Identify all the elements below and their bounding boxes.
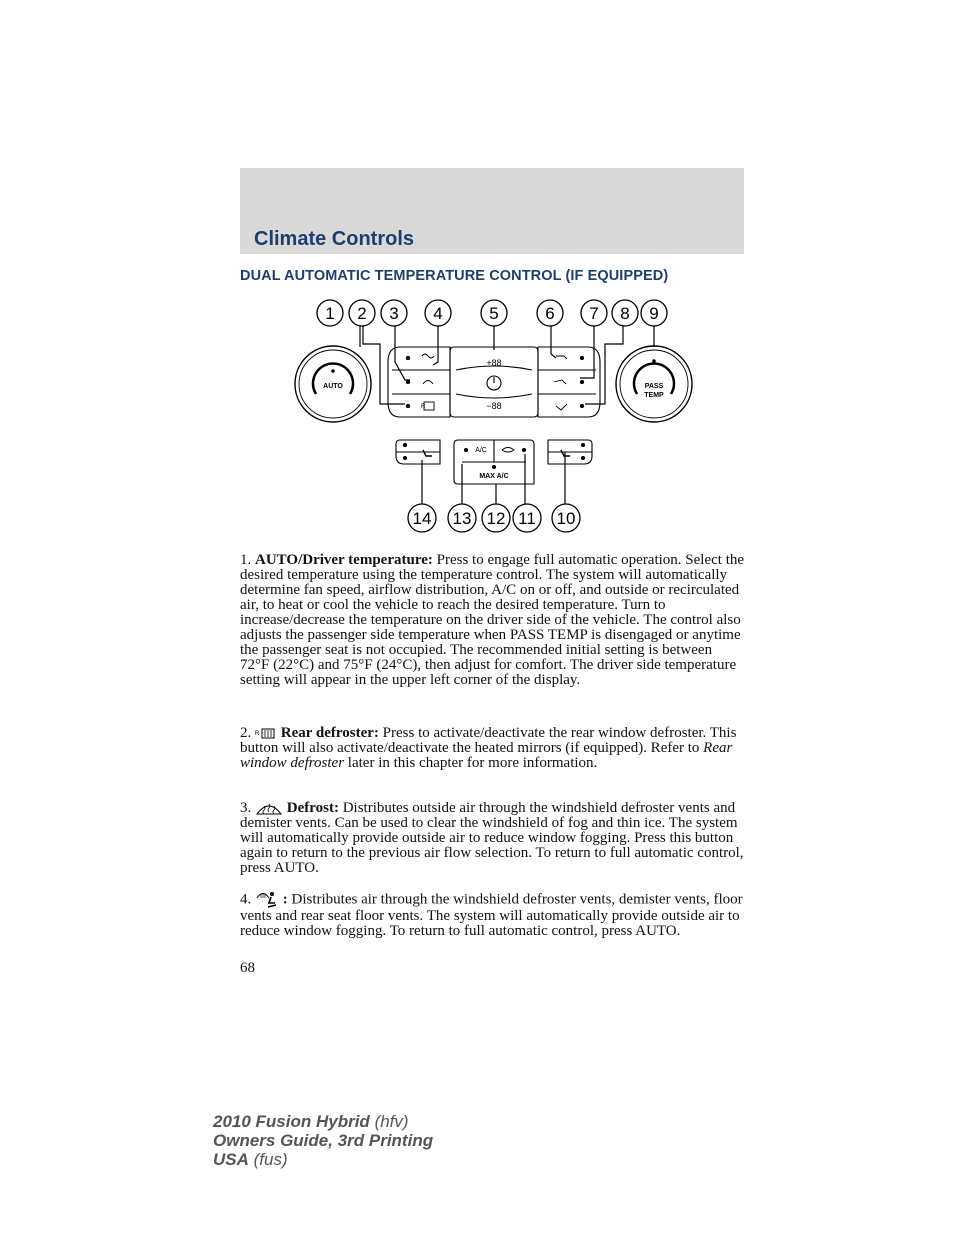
callouts-bottom xyxy=(408,504,580,532)
callout-label: 12 xyxy=(486,509,506,528)
cross-reference: Rear window defroster xyxy=(240,740,733,771)
ac-label: A/C xyxy=(475,447,487,454)
auto-label: AUTO xyxy=(323,383,343,390)
item-3 xyxy=(240,801,745,876)
item-2 xyxy=(240,726,745,771)
callout-label: 1 xyxy=(325,304,335,323)
item-4 xyxy=(240,891,745,939)
item-term: : xyxy=(282,891,288,908)
center-fan-stack xyxy=(450,347,538,417)
callout-label: 4 xyxy=(433,304,443,323)
page-number: 68 xyxy=(240,960,255,976)
driver-heated-seat-button xyxy=(396,440,440,464)
callout-label: 7 xyxy=(589,304,599,323)
section-title: Climate Controls xyxy=(254,228,415,250)
auto-knob xyxy=(295,346,371,422)
item-text: Press to engage full automatic operation. Select the desired temperature using the temperature control. The system will automatically determine fan speed, airflow distribution, A/C on or off, and outside or recirculated air, to heat or cool the vehicle to reach the desired temperature. Turn to increase/decrease the temperature on the driver side of the vehicle. The control also adjusts the passenger side temperature when PASS TEMP is disengaged or anytime the passenger seat is not occupied. The recommended initial setting is between 72°F (22°C) and 75°F (24°C), then adjust for comfort. The driver side temperature setting will appear in the upper left corner of the display. xyxy=(240,552,745,688)
max-ac-label: MAX A/C xyxy=(479,473,509,480)
callout-label: 5 xyxy=(489,304,499,323)
climate-control-diagram xyxy=(240,292,744,542)
item-term: Rear defroster: xyxy=(280,725,379,741)
temp-label: TEMP xyxy=(644,392,664,399)
callout-label: 2 xyxy=(357,304,367,323)
rear-defrost-letter: R xyxy=(421,404,426,410)
subheading: DUAL AUTOMATIC TEMPERATURE CONTROL (IF EQUIPPED) xyxy=(240,268,669,284)
item-number: 4. xyxy=(240,891,252,908)
footer-model: 2010 Fusion Hybrid xyxy=(213,1112,370,1131)
svg-text:−88: −88 xyxy=(486,401,502,411)
item-number: 3. xyxy=(240,800,252,816)
item-term: Defrost: xyxy=(286,800,339,816)
item-number: 1. xyxy=(240,552,252,568)
callout-label: 14 xyxy=(412,509,432,528)
callouts-top xyxy=(317,300,667,326)
pass-temp-knob xyxy=(616,346,692,422)
item-number: 2. xyxy=(240,725,252,741)
item-1 xyxy=(240,553,745,688)
svg-text:R: R xyxy=(255,731,260,738)
footer-region-code: (fus) xyxy=(253,1150,288,1169)
callout-label: 9 xyxy=(649,304,659,323)
defrost-floor-icon xyxy=(255,891,279,909)
item-text: Distributes outside air through the windshield defroster vents and demister vents. Can be used to clear the windshield of fog and thin ice. The system will automatically provide outside air to reduce window fogging. Press this button again to return to the previous air flow selection. To return to full automatic control, press AUTO. xyxy=(240,800,744,877)
rear-defrost-icon xyxy=(255,727,277,740)
defrost-icon xyxy=(255,801,283,816)
passenger-heated-seat-button xyxy=(548,440,592,464)
callout-label: 8 xyxy=(620,304,630,323)
footer-model-code: (hfv) xyxy=(374,1112,409,1131)
callout-label: 10 xyxy=(556,509,576,528)
footer xyxy=(213,1112,433,1169)
ac-button-group xyxy=(454,440,534,484)
callout-label: 11 xyxy=(518,509,536,528)
item-text: Press to activate/deactivate the rear window defroster. This button will also activate/deactivate the heated mirrors (if equipped). Refer to xyxy=(240,725,737,756)
item-text: later in this chapter for more information. xyxy=(347,755,598,771)
svg-text:+88: +88 xyxy=(486,358,502,368)
right-button-stack xyxy=(538,347,600,417)
pass-label: PASS xyxy=(644,383,664,390)
callout-label: 13 xyxy=(452,509,472,528)
left-button-stack xyxy=(388,347,450,417)
footer-guide: Owners Guide, 3rd Printing xyxy=(213,1131,434,1150)
callout-label: 3 xyxy=(389,304,399,323)
footer-region: USA xyxy=(213,1150,249,1169)
item-term: AUTO/Driver temperature: xyxy=(255,552,433,568)
item-text: Distributes air through the windshield defroster vents, demister vents, floor vents and rear seat floor vents. The system will automatically provide outside air to reduce window fogging. To return to full automatic control, press AUTO. xyxy=(240,891,743,939)
callout-label: 6 xyxy=(545,304,555,323)
